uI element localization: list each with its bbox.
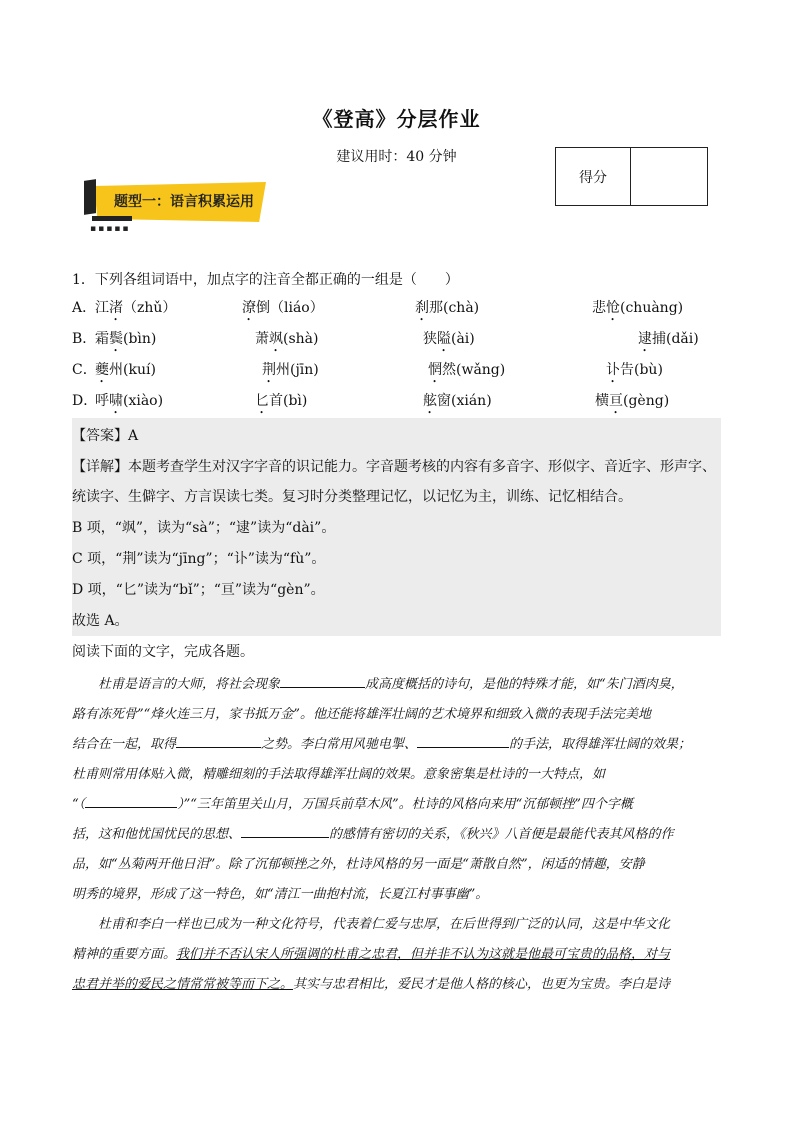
answer-detail-1: 【详解】本题考查学生对汉字字音的识记能力。字音题考核的内容有多音字、形似字、音近字、形声字、 (72, 459, 716, 475)
option-letter[interactable]: B． (72, 331, 97, 347)
option-word: 霜鬓(bìn) (95, 331, 157, 347)
option-word: 狭隘(ài) (423, 331, 475, 347)
dotted-character: 啸 (109, 393, 123, 409)
dotted-character: 惘 (428, 362, 442, 378)
banner-dots: ▪▪▪▪▪ (90, 224, 131, 234)
option-word: 呼啸(xiào) (95, 393, 164, 409)
dotted-character: 夔 (95, 362, 109, 378)
score-label: 得分 (556, 148, 631, 205)
option-word: 讣告(bù) (606, 362, 663, 378)
passage-line: 品，如“丛菊两开他日泪”。除了沉郁顿挫之外，杜诗风格的另一面是“萧散自然”，闲适的情趣，安静 (72, 857, 645, 872)
passage (72, 670, 722, 1000)
dotted-character: 舷 (423, 393, 437, 409)
blank-3[interactable] (417, 733, 509, 748)
underlined-sentence: 忠君并举的爱民之情常常被等而下之。 (72, 977, 294, 992)
answer-b: B 项，“飒”，读为“sà”；“逮”读为“dài”。 (72, 520, 336, 536)
option-word: 匕首(bì) (255, 393, 308, 409)
answer-detail-2: 统读字、生僻字、方言误读七类。复习时分类整理记忆，以记忆为主，训练、记忆相结合。 (72, 489, 632, 505)
banner-accent (84, 179, 96, 215)
banner-title: 题型一：语言积累运用 (114, 194, 254, 210)
answer-choose: 故选 A。 (72, 613, 129, 629)
passage-line: 杜甫和李白一样也已成为一种文化符号，代表着仁爱与忠厚，在后世得到广泛的认同，这是中华文化 (98, 917, 671, 932)
answer-d: D 项，“匕”读为“bǐ”；“亘”读为“gèn”。 (72, 582, 325, 598)
passage-line: 忠君并举的爱民之情常常被等而下之。其实与忠君相比，爱民才是他人格的核心，也更为宝贵。李白是诗 (72, 977, 671, 992)
dotted-character: 荆 (262, 362, 276, 378)
option-letter[interactable]: C． (72, 362, 97, 378)
option-word: 舷窗(xián) (423, 393, 492, 409)
dotted-character: 飒 (269, 331, 283, 347)
dotted-character: 鬓 (109, 331, 123, 347)
passage-line: 结合在一起，取得 之势。李白常用风驰电掣、 的手法，取得雄浑壮阔的效果； (72, 730, 722, 760)
option-word: 横亘(gèng) (595, 393, 670, 409)
passage-line: “（ ）”“三年笛里关山月，万国兵前草木风”。杜诗的风格向来用“沉郁顿挫”四个字概 (72, 790, 722, 820)
passage-line: 精神的重要方面。我们并不否认宋人所强调的杜甫之忠君，但并非不认为这就是他最可宝贵的品格，对与 (72, 947, 671, 962)
passage-line: 杜甫则常用体贴入微，精雕细刻的手法取得雄浑壮阔的效果。意象密集是杜诗的一大特点，如 (72, 767, 606, 782)
blank-2[interactable] (176, 733, 261, 748)
option-letter[interactable]: D． (72, 393, 98, 409)
blank-1[interactable] (280, 673, 365, 688)
underlined-sentence: 我们并不否认宋人所强调的杜甫之忠君，但并非不认为这就是他最可宝贵的品格，对与 (176, 947, 671, 962)
option-word: 悲怆(chuàng) (592, 300, 684, 316)
blank-4[interactable] (85, 793, 177, 808)
passage-line: 括，这和他忧国忧民的思想、 的感情有密切的关系，《秋兴》八首便是最能代表其风格的作 (72, 820, 722, 850)
dotted-character: 渚 (109, 300, 123, 316)
dotted-character: 讣 (606, 362, 620, 378)
option-letter[interactable]: A． (72, 300, 97, 316)
dotted-character: 逮 (638, 331, 652, 347)
score-box (555, 147, 708, 206)
dotted-character: 隘 (437, 331, 451, 347)
dotted-character: 亘 (609, 393, 623, 409)
passage-line: 路有冻死骨”“烽火连三月，家书抵万金”。他还能将雄浑壮阔的艺术境界和细致入微的表现手法完美地 (72, 707, 651, 722)
page-title: 《登高》分层作业 (312, 107, 481, 131)
reading-intro: 阅读下面的文字，完成各题。 (72, 644, 254, 660)
option-word: 潦倒（liáo） (242, 300, 324, 316)
option-word: 夔州(kuí) (95, 362, 156, 378)
section-banner (84, 180, 274, 234)
option-word: 惘然(wǎng) (428, 362, 506, 378)
option-word: 荆州(jīn) (262, 362, 319, 378)
dotted-character: 匕 (255, 393, 269, 409)
question-stem: 1．下列各组词语中，加点字的注音全都正确的一组是（ ） (72, 272, 459, 288)
dotted-character: 潦 (242, 300, 256, 316)
option-word: 逮捕(dǎi) (638, 331, 699, 347)
dotted-character: 怆 (606, 300, 620, 316)
blank-5[interactable] (241, 823, 329, 838)
passage-line: 杜甫是语言的大师，将社会现象 成高度概括的诗句，是他的特殊才能，如“朱门酒肉臭， (72, 670, 722, 700)
suggested-time: 建议用时：40 分钟 (336, 149, 457, 165)
option-word: 江渚（zhǔ） (95, 300, 177, 316)
banner-accent-bar (92, 216, 132, 221)
option-word: 刹那(chà) (415, 300, 480, 316)
score-value-cell[interactable] (631, 148, 707, 205)
dotted-character: 刹 (415, 300, 429, 316)
option-word: 萧飒(shà) (255, 331, 319, 347)
answer-c: C 项，“荆”读为“jīng”；“讣”读为“fù”。 (72, 551, 326, 567)
answer-line: 【答案】A (72, 428, 139, 444)
passage-line: 明秀的境界，形成了这一特色，如“清江一曲抱村流，长夏江村事事幽”。 (72, 887, 489, 902)
